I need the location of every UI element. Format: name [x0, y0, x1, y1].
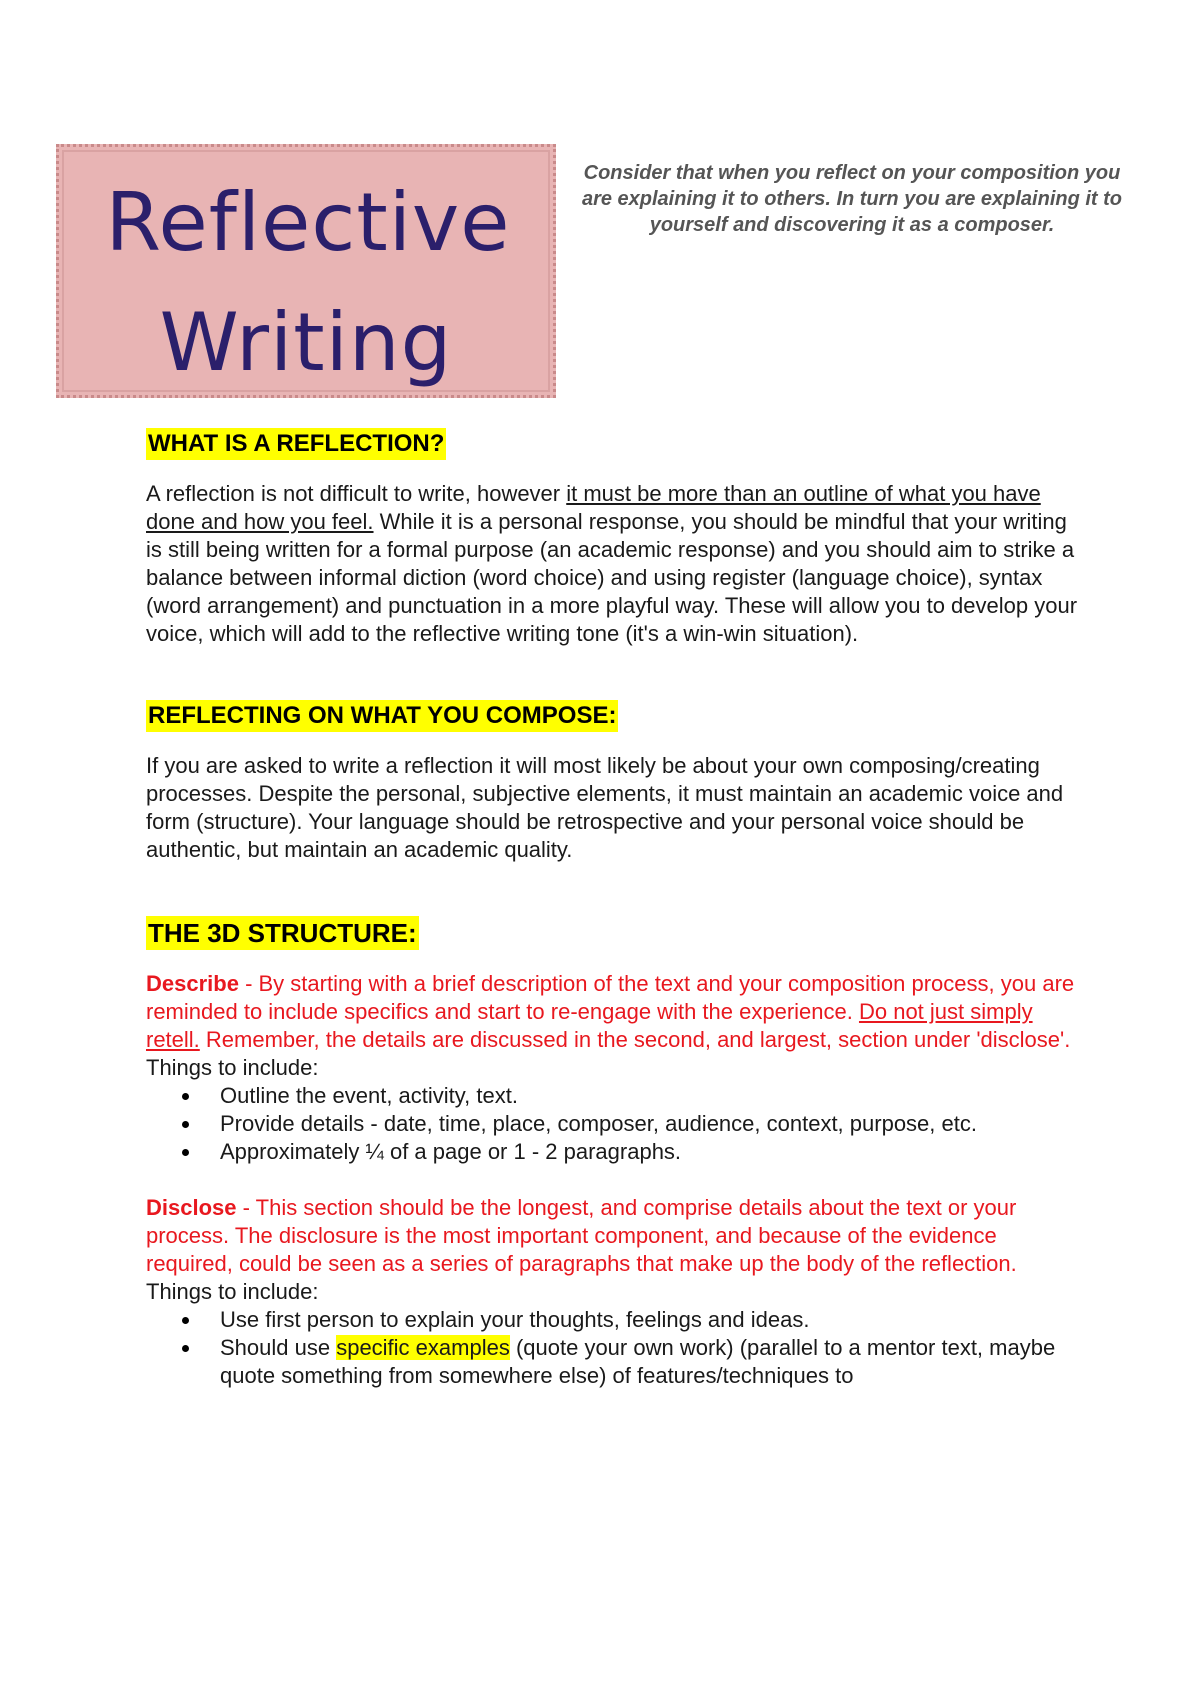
- list-item: Approximately ¼ of a page or 1 - 2 paragraphs.: [220, 1138, 1086, 1166]
- item2-start: Should use: [220, 1335, 337, 1360]
- disclose-list: [146, 1306, 1086, 1390]
- paragraph-reflecting-on-compose: If you are asked to write a reflection it will most likely be about your own composing/creating processes. Despite the personal, subjective elements, it must maintain an academic voice and form (structure). Your language should be retrospective and your personal voice should be authentic, but maintain an academic quality.: [146, 753, 1064, 862]
- describe-underlined: Do not just simply retell.: [146, 999, 1033, 1052]
- section-reflecting-on-compose: [146, 700, 1086, 864]
- heading-3d-structure: THE 3D STRUCTURE:: [148, 918, 417, 948]
- item2-highlight: specific examples: [336, 1335, 510, 1360]
- title-box: [56, 144, 556, 398]
- section-what-is-reflection: [146, 428, 1086, 648]
- intro-quote: Consider that when you reflect on your composition you are explaining it to others. In turn you are explaining it to yourself and discovering it as a composer.: [581, 162, 1123, 236]
- describe-paragraph: [146, 970, 1086, 1054]
- heading-what-is-reflection: WHAT IS A REFLECTION?: [146, 428, 446, 460]
- disclose-things-label: Things to include:: [146, 1279, 319, 1304]
- list-item: [220, 1334, 1086, 1390]
- paragraph-what-is-reflection: [146, 480, 1086, 648]
- describe-things-label: Things to include:: [146, 1055, 319, 1080]
- title-line-2: Writing: [159, 296, 453, 389]
- p1-rest: While it is a personal response, you should be mindful that your writing is still being written for a formal purpose (an academic response) and you should aim to strike a balance between informal diction (word choice) and using register (language choice), syntax (word arrangement) and punctuation in a more playful way. These will allow you to develop your voice, which will add to the reflective writing tone (it's a win-win situation).: [146, 509, 1078, 646]
- describe-label: Describe: [146, 971, 239, 996]
- describe-text-start: - By starting with a brief description of the text and your composition process, you are reminded to include specifics and start to re-engage with the experience.: [146, 971, 1075, 1024]
- document-body: [146, 428, 1086, 1390]
- p1-start: A reflection is not difficult to write, however: [146, 481, 567, 506]
- item2-rest: (quote your own work) (parallel to a mentor text, maybe quote something from somewhere else) of features/techniques to: [220, 1335, 1056, 1388]
- heading-reflecting-on-compose: REFLECTING ON WHAT YOU COMPOSE:: [146, 700, 618, 732]
- disclose-paragraph: [146, 1194, 1086, 1278]
- describe-list: [146, 1082, 1086, 1166]
- disclose-text: - This section should be the longest, and comprise details about the text or your process. The disclosure is the most important component, and because of the evidence required, could be seen as a series of paragraphs that make up the body of the reflection.: [146, 1195, 1017, 1276]
- disclose-label: Disclose: [146, 1195, 237, 1220]
- list-item: Provide details - date, time, place, composer, audience, context, purpose, etc.: [220, 1110, 1086, 1138]
- list-item: Outline the event, activity, text.: [220, 1082, 1086, 1110]
- title-line-1: Reflective: [105, 176, 511, 269]
- section-3d-structure: [146, 916, 1086, 1390]
- list-item: Use first person to explain your thoughts, feelings and ideas.: [220, 1306, 1086, 1334]
- describe-text-end: Remember, the details are discussed in the second, and largest, section under 'disclose'.: [199, 1027, 1071, 1052]
- p1-underlined: it must be more than an outline of what you have done and how you feel.: [146, 481, 1041, 534]
